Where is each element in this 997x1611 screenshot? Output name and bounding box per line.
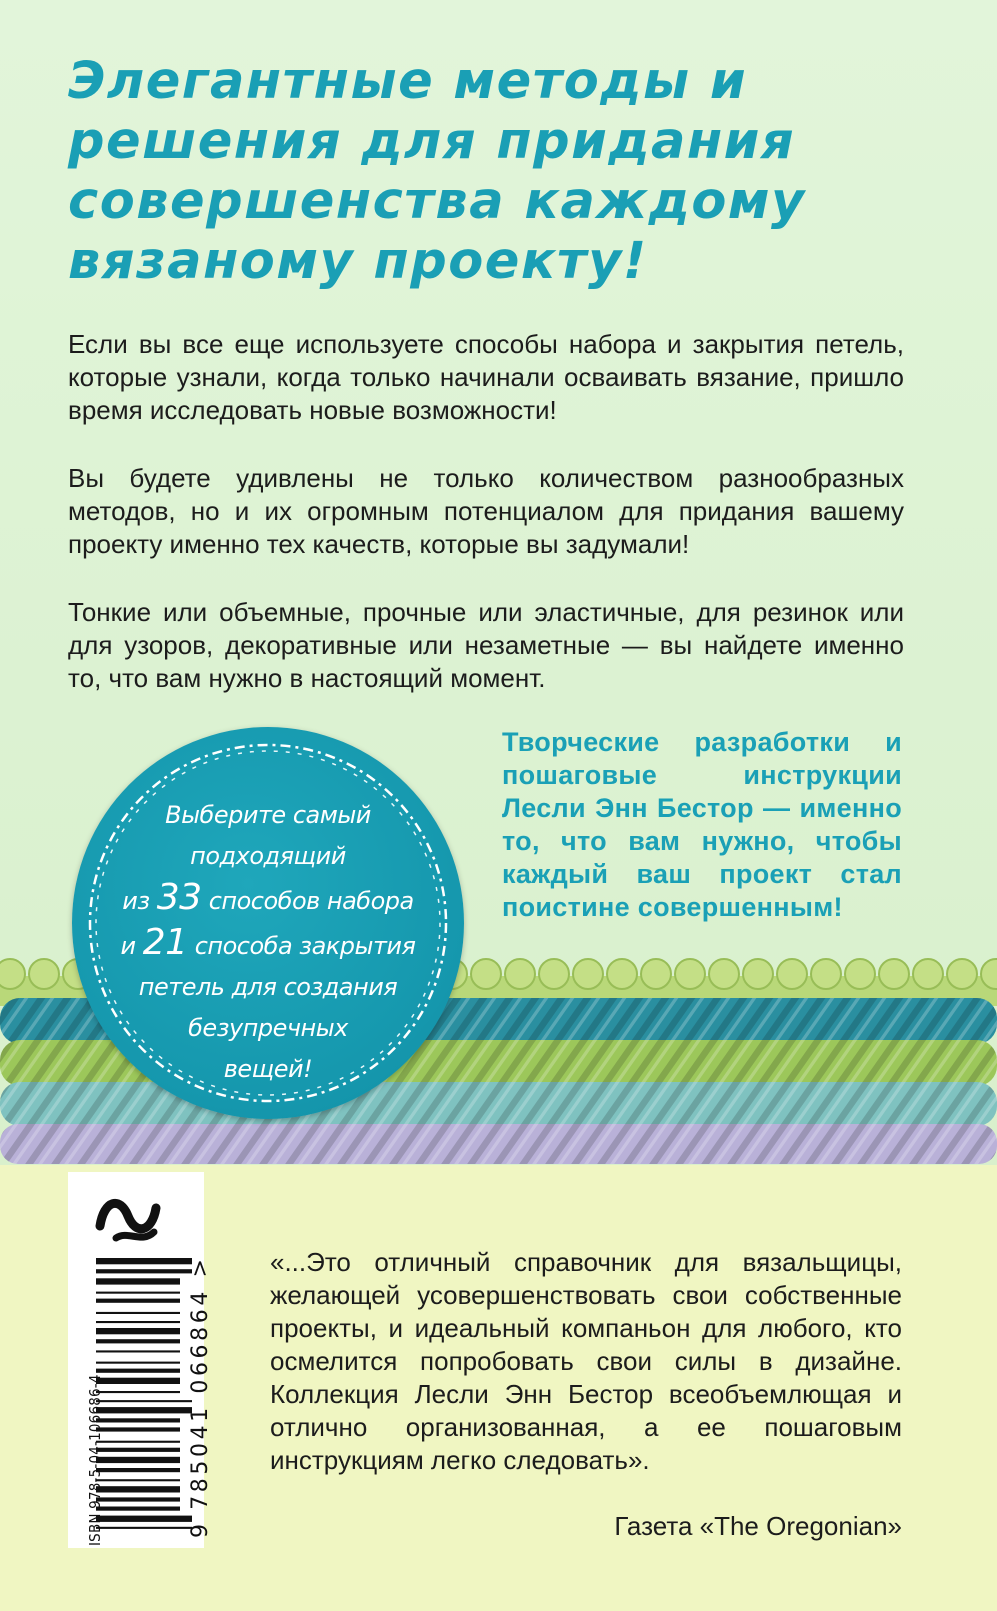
badge-cast-on-count: 33 — [156, 877, 202, 918]
barcode-bar — [96, 1362, 180, 1364]
barcode-bar — [96, 1339, 180, 1343]
badge-bind-off-count: 21 — [142, 922, 188, 963]
yarn-bobble — [471, 959, 501, 989]
barcode-bar — [96, 1468, 180, 1472]
barcode-bar — [96, 1516, 192, 1522]
barcode-bar — [96, 1497, 180, 1501]
badge-line-5: петель для создания — [138, 973, 398, 1001]
badge-line-6: безупречных — [188, 1014, 348, 1042]
badge-line-7: вещей! — [223, 1055, 313, 1083]
yarn-bobble — [573, 959, 603, 989]
yarn-bobble — [913, 959, 943, 989]
publisher-logo-icon — [94, 1186, 178, 1246]
press-quote: «...Это отличный справочник для вязальщицы, желающей усовершенствовать свои собственные проекты, и идеальный компаньон для любого, кто осмелится попробовать свои силы в дизайне. Коллекция Лесли Энн Бестор всеобъемлющая и отлично организованная, а ее пошаговым инструкциям легко следовать». — [270, 1247, 902, 1475]
barcode-bar — [96, 1292, 180, 1294]
yarn-bobble — [0, 959, 25, 989]
author-blurb: Творческие разработки и пошаговые инструкции Лесли Энн Бестор — именно то, что вам нужно, чтобы каждый ваш проект стал поистине совершенным! — [502, 727, 902, 922]
isbn-box — [68, 1172, 213, 1548]
ean-digits: 9 785041 066864 > — [188, 1255, 213, 1538]
yarn-bobble — [947, 959, 977, 989]
lavender-cord-edge — [0, 1124, 997, 1164]
yarn-bobble — [505, 959, 535, 989]
quote-source: Газета «The Oregonian» — [614, 1511, 902, 1541]
barcode-bar — [96, 1507, 180, 1511]
intro-paragraph-3: Тонкие или объемные, прочные или эластичные, для резинок или для узоров, декоративные или незаметные — вы найдете именно то, что вам нужно в настоящий момент. — [68, 597, 904, 693]
badge-line-3-pre: из — [122, 887, 150, 915]
barcode-bar — [96, 1269, 192, 1273]
headline: Элегантные методы и решения для придания совершенства каждому вязаному проекту! — [68, 52, 806, 291]
yarn-bobble — [709, 959, 739, 989]
barcode-bar — [96, 1448, 180, 1452]
barcode-bar — [96, 1378, 180, 1384]
yarn-bobble — [879, 959, 909, 989]
isbn-number: ISBN 978-5-04-106686-4 — [86, 1374, 104, 1546]
barcode-bar — [96, 1427, 180, 1431]
intro-paragraph-1: Если вы все еще используете способы набора и закрытия петель, которые узнали, когда только начинали осваивать вязание, пришло время исследовать новые возможности! — [68, 329, 904, 425]
yarn-bobble — [811, 959, 841, 989]
barcode-bar — [96, 1350, 180, 1352]
intro-paragraph-2: Вы будете удивлены не только количеством разнообразных методов, но и их огромным потенциалом для придания вашему проекту именно тех качеств, которые вы задумали! — [68, 463, 904, 559]
barcode-bar — [96, 1258, 192, 1264]
barcode-bar — [96, 1321, 180, 1323]
yarn-bobble — [777, 959, 807, 989]
yarn-bobble — [29, 959, 59, 989]
barcode-bar — [96, 1299, 180, 1303]
badge-line-3-post: способов набора — [208, 887, 414, 915]
barcode-bar — [96, 1278, 180, 1284]
yarn-bobble — [743, 959, 773, 989]
badge-line-4-pre: и — [120, 932, 136, 960]
yarn-bobble — [539, 959, 569, 989]
barcode-bar — [96, 1418, 180, 1422]
yarn-bobble — [641, 959, 671, 989]
badge-line-1: Выберите самый — [165, 801, 371, 829]
yarn-bobble — [845, 959, 875, 989]
barcode-bar — [96, 1312, 180, 1314]
yarn-bobble — [607, 959, 637, 989]
barcode-bar — [96, 1369, 180, 1373]
barcode-bar — [96, 1527, 192, 1529]
methods-badge — [72, 727, 464, 1119]
barcode-bar — [96, 1328, 180, 1334]
barcode-bar — [96, 1391, 180, 1393]
barcode-bar — [96, 1457, 180, 1463]
barcode-bar — [96, 1486, 180, 1492]
barcode-bar — [96, 1441, 180, 1443]
badge-text — [112, 795, 424, 1090]
barcode-bar — [96, 1400, 192, 1402]
yarn-bobble — [675, 959, 705, 989]
badge-line-2: подходящий — [190, 842, 346, 870]
barcode-bar — [96, 1407, 192, 1413]
badge-line-4-post: способа закрытия — [194, 932, 416, 960]
barcode-bar — [96, 1479, 180, 1481]
